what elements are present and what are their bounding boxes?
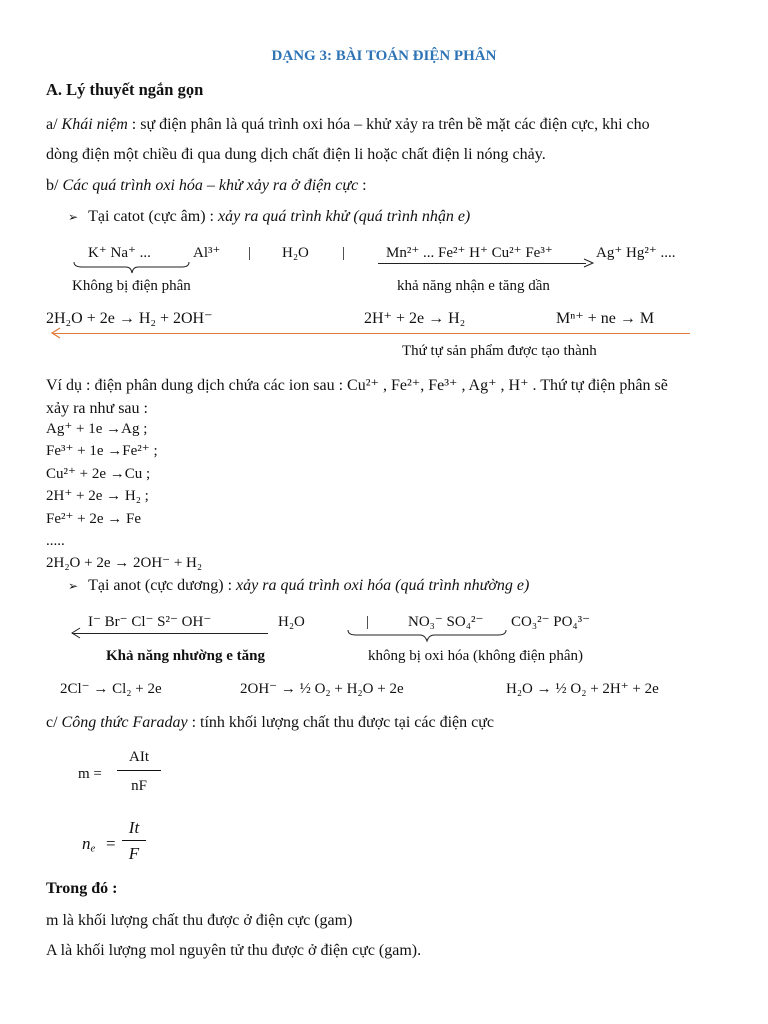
cathode-ability-label: khả năng nhận e tăng dần — [397, 278, 550, 294]
example-step: 2H₂O + 2e → 2OH⁻ + H₂ — [46, 555, 203, 571]
mass-formula-fraction — [117, 748, 161, 795]
example-step: ..... — [46, 533, 65, 549]
cathode-bullet — [68, 208, 470, 226]
cathode-left-group: K⁺ Na⁺ ... — [88, 245, 151, 261]
anode-eq-hydroxide: 2OH⁻ → ½ O₂ + H₂O + 2e — [240, 681, 404, 697]
cathode-not-electrolyzed: Không bị điện phân — [72, 278, 191, 294]
example-line-2: xảy ra như sau : — [46, 400, 148, 417]
section-heading-a: A. Lý thuyết ngắn gọn — [46, 80, 204, 99]
anode-sep: | — [366, 614, 370, 630]
where-line-2: A là khối lượng mol nguyên tử thu được ở điện cực (gam). — [46, 942, 422, 959]
anode-not-oxidized: không bị oxi hóa (không điện phân) — [368, 648, 583, 664]
def-prefix: a/ — [46, 116, 62, 133]
anode-eq-water: H₂O → ½ O₂ + 2H⁺ + 2e — [506, 681, 659, 697]
cathode-sep-2: | — [342, 245, 346, 261]
cathode-after-arrow: Ag⁺ Hg²⁺ .... — [596, 245, 676, 261]
where-line-1: m là khối lượng chất thu được ở điện cực (gam) — [46, 912, 353, 929]
def-term: Khái niệm — [61, 116, 128, 133]
ne-formula-lhs — [82, 834, 95, 854]
mass-numerator: AIt — [129, 749, 149, 765]
ne-denominator: F — [128, 844, 140, 863]
anode-h2o: H₂O — [278, 614, 305, 630]
faraday-text: : tính khối lượng chất thu được tại các điện cực — [187, 714, 494, 731]
anode-ability-label: Khả năng nhường e tăng — [106, 648, 266, 664]
definition-line-1 — [46, 116, 650, 134]
anode-series: I⁻ Br⁻ Cl⁻ S²⁻ OH⁻ — [88, 614, 212, 630]
cathode-al: Al³⁺ — [193, 245, 221, 261]
anode-eq-chloride: 2Cl⁻ → Cl₂ + 2e — [60, 681, 162, 697]
cathode-sep-1: | — [248, 245, 252, 261]
faraday-term: Công thức Faraday — [61, 714, 188, 731]
cathode-series: Mn²⁺ ... Fe²⁺ H⁺ Cu²⁺ Fe³⁺ — [386, 245, 553, 261]
ne-equals: = — [106, 834, 116, 853]
subheading-b — [46, 177, 367, 195]
mass-denominator: nF — [131, 778, 147, 794]
b-text: Các quá trình oxi hóa – khử xảy ra ở điện cực — [62, 177, 359, 194]
anode-desc: xảy ra quá trình oxi hóa (quá trình nhường e) — [236, 577, 530, 594]
ne-formula-fraction — [122, 818, 146, 864]
arrowhead-bullet-icon: ➢ — [68, 579, 79, 593]
product-order-label: Thứ tự sản phẩm được tạo thành — [402, 343, 597, 359]
where-heading: Trong đó : — [46, 880, 118, 897]
mass-formula-lhs: m = — [78, 766, 102, 782]
faraday-heading — [46, 714, 494, 732]
right-group-brace — [346, 628, 510, 644]
cathode-eq-hydrogen: 2H⁺ + 2e → H₂ — [364, 310, 466, 327]
product-order-arrow — [52, 333, 690, 334]
example-step: 2H⁺ + 2e → H₂ ; — [46, 488, 149, 504]
ne-numerator: It — [128, 818, 140, 837]
cathode-eq-water: 2H₂O + 2e → H₂ + 2OH⁻ — [46, 310, 213, 327]
example-step: Fe²⁺ + 2e → Fe — [46, 511, 142, 527]
example-step: Cu²⁺ + 2e →Cu ; — [46, 466, 151, 482]
arrow-right-icon — [583, 258, 595, 268]
example-step: Fe³⁺ + 1e →Fe²⁺ ; — [46, 443, 158, 459]
b-suffix: : — [358, 177, 367, 194]
page-title: DẠNG 3: BÀI TOÁN ĐIỆN PHÂN — [271, 48, 497, 64]
cathode-ability-arrow — [378, 263, 586, 264]
example-step: Ag⁺ + 1e →Ag ; — [46, 421, 148, 437]
def-text: : sự điện phân là quá trình oxi hóa – khử xảy ra trên bề mặt các điện cực, khi cho — [127, 116, 650, 133]
faraday-prefix: c/ — [46, 714, 62, 731]
b-prefix: b/ — [46, 177, 63, 194]
definition-line-2: dòng điện một chiều đi qua dung dịch chất điện li hoặc chất điện li nóng chảy. — [46, 146, 546, 163]
cathode-desc: xảy ra quá trình khử (quá trình nhận e) — [218, 208, 471, 225]
anode-after-group: CO₃²⁻ PO₄³⁻ — [511, 614, 591, 630]
anode-label: Tại anot (cực dương) : — [88, 577, 237, 594]
ne-subscript: e — [90, 843, 96, 855]
cathode-label: Tại catot (cực âm) : — [88, 208, 218, 225]
ne-symbol: n — [82, 834, 91, 853]
anode-ability-arrow — [72, 633, 268, 634]
arrowhead-bullet-icon: ➢ — [68, 210, 79, 224]
left-group-brace — [72, 260, 192, 276]
cathode-eq-metal: Mⁿ⁺ + ne → M — [556, 310, 655, 327]
cathode-h2o: H₂O — [282, 245, 309, 261]
example-line-1: Ví dụ : điện phân dung dịch chứa các ion sau : Cu²⁺ , Fe²⁺, Fe³⁺ , Ag⁺ , H⁺ . Thứ tự điện phân sẽ — [46, 377, 668, 394]
anode-right-group: NO₃⁻ SO₄²⁻ — [408, 614, 484, 630]
anode-bullet — [68, 577, 529, 595]
